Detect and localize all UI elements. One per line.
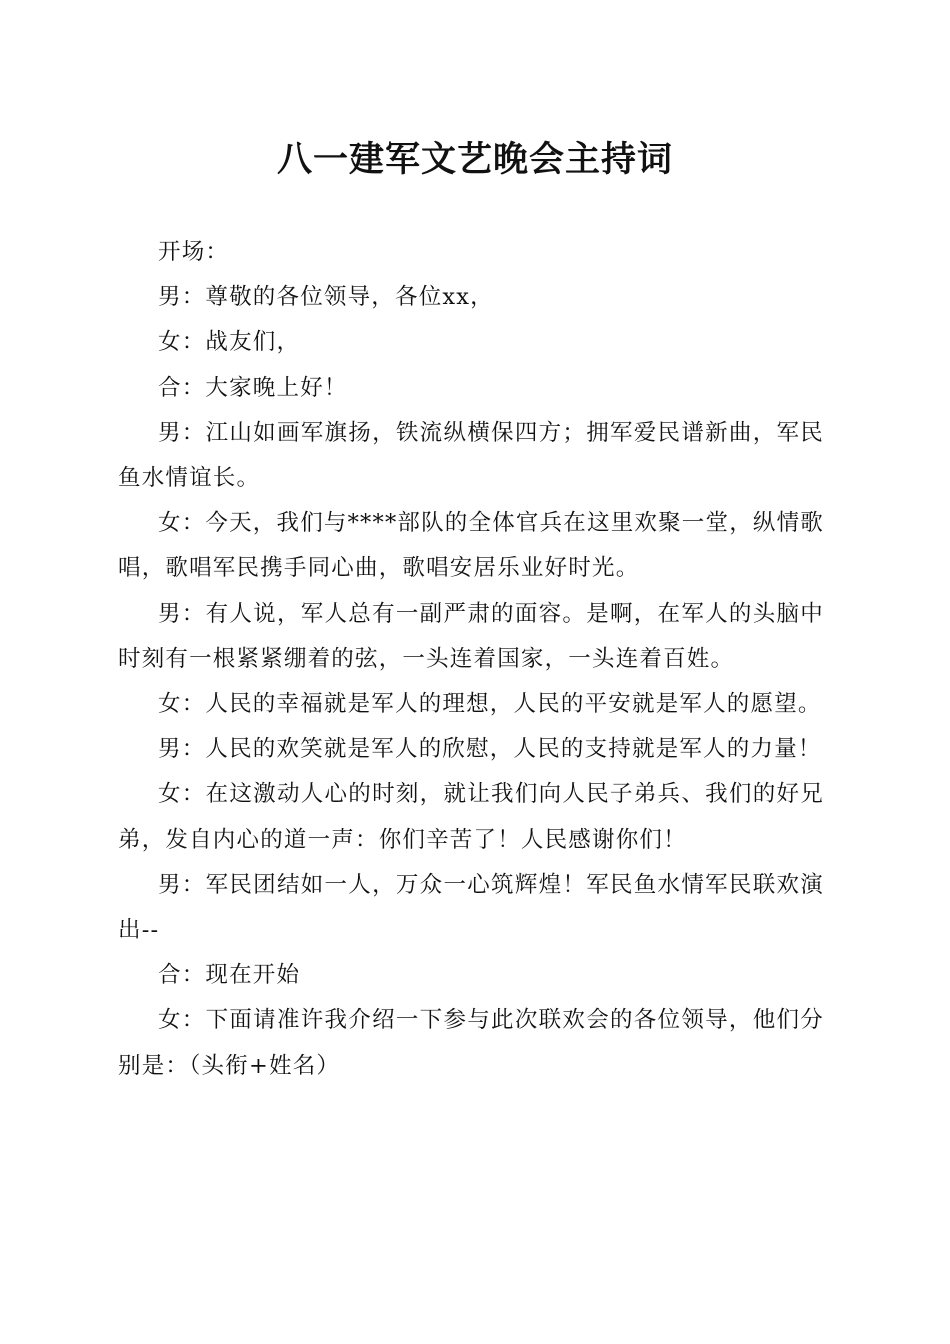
paragraph: 男：有人说，军人总有一副严肃的面容。是啊，在军人的头脑中时刻有一根紧紧绷着的弦，一头连着国家，一头连着百姓。 xyxy=(118,600,824,672)
paragraph: 男：军民团结如一人，万众一心筑辉煌！军民鱼水情军民联欢演出-- xyxy=(118,871,824,944)
paragraph: 女：今天，我们与****部队的全体官兵在这里欢聚一堂，纵情歌唱，歌唱军民携手同心曲，歌唱安居乐业好时光。 xyxy=(118,510,825,582)
paragraph: 男：人民的欢笑就是军人的欣慰，人民的支持就是军人的力量！ xyxy=(158,736,822,763)
paragraph: 合：现在开始 xyxy=(158,962,301,989)
document-title: 八一建军文艺晚会主持词 xyxy=(276,139,673,180)
paragraph: 男：尊敬的各位领导，各位xx， xyxy=(158,284,494,311)
paragraph: 女：战友们， xyxy=(158,329,301,356)
paragraph: 合：大家晚上好！ xyxy=(158,374,348,401)
paragraph-opening: 开场： xyxy=(158,239,230,265)
paragraph: 男：江山如画军旗扬，铁流纵横保四方；拥军爱民谱新曲，军民鱼水情谊长。 xyxy=(118,419,824,492)
paragraph: 女：人民的幸福就是军人的理想，人民的平安就是军人的愿望。 xyxy=(158,691,822,718)
document-body xyxy=(118,230,824,1089)
paragraph: 女：在这激动人心的时刻，就让我们向人民子弟兵、我们的好兄弟，发自内心的道一声：你们辛苦了！人民感谢你们！ xyxy=(118,781,824,853)
paragraph: 女：下面请准许我介绍一下参与此次联欢会的各位领导，他们分别是：（头衔+姓名） xyxy=(118,1007,824,1079)
